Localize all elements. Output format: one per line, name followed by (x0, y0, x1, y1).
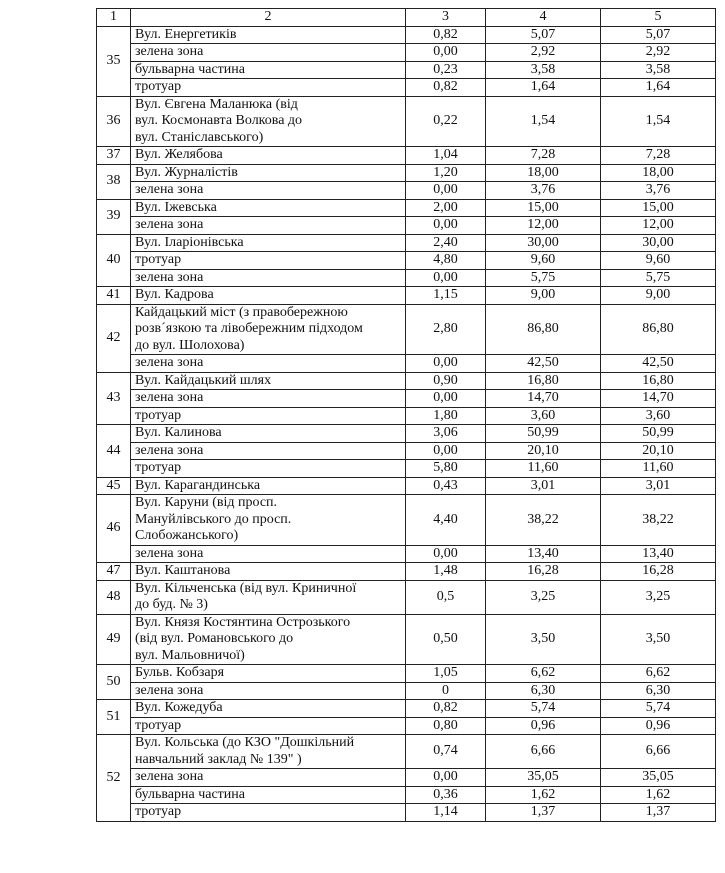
table-row (97, 355, 716, 373)
street-name-cell (131, 425, 406, 443)
value-c4: 6,62 (486, 665, 601, 683)
value-c4: 16,28 (486, 563, 601, 581)
value-c4: 3,50 (486, 614, 601, 665)
value-c3: 0,00 (406, 355, 486, 373)
street-name-cell (131, 61, 406, 79)
street-name-cell (131, 477, 406, 495)
value-c4: 9,00 (486, 287, 601, 305)
table-row (97, 252, 716, 270)
street-name-line: вул. Космонавта Волкова до (135, 113, 303, 128)
value-c5: 2,92 (601, 44, 716, 62)
table-row (97, 407, 716, 425)
street-name-line: Вул. Журналістів (135, 164, 238, 180)
street-name-line: Бульв. Кобзаря (135, 665, 225, 680)
street-name-line: зелена зона (135, 217, 204, 232)
street-name-cell (131, 234, 406, 252)
street-name-cell (131, 304, 406, 355)
street-name-cell (131, 217, 406, 235)
table-row (97, 804, 716, 822)
value-c4: 38,22 (486, 495, 601, 546)
street-name-line: тротуар (135, 717, 182, 733)
table-row (97, 287, 716, 305)
value-c4: 5,75 (486, 269, 601, 287)
row-number: 51 (97, 700, 131, 735)
value-c5: 16,80 (601, 372, 716, 390)
street-name-line: навчальний заклад № 139" ) (135, 751, 302, 767)
value-c5: 20,10 (601, 442, 716, 460)
street-name-line: зелена зона (135, 269, 204, 285)
table-row (97, 786, 716, 804)
value-c4: 35,05 (486, 769, 601, 787)
table-row (97, 700, 716, 718)
table-row (97, 769, 716, 787)
table-row (97, 234, 716, 252)
street-name-line: зелена зона (135, 545, 204, 561)
table-row (97, 199, 716, 217)
value-c4: 86,80 (486, 304, 601, 355)
table-row (97, 44, 716, 62)
street-name-line: зелена зона (135, 390, 204, 405)
value-c3: 1,20 (406, 164, 486, 182)
row-number: 48 (97, 580, 131, 614)
row-number: 42 (97, 304, 131, 372)
table-row (97, 147, 716, 165)
value-c4: 3,60 (486, 407, 601, 425)
table-row (97, 495, 716, 546)
value-c5: 38,22 (601, 495, 716, 546)
value-c4: 11,60 (486, 460, 601, 478)
header-cell-4: 4 (486, 9, 601, 27)
street-name-line: Вул. Кожедуба (135, 700, 223, 715)
table-row (97, 182, 716, 200)
street-name-cell (131, 682, 406, 700)
value-c5: 5,75 (601, 269, 716, 287)
street-name-line: бульварна частина (135, 786, 245, 802)
street-name-cell (131, 717, 406, 735)
value-c3: 4,80 (406, 252, 486, 270)
row-number: 41 (97, 287, 131, 305)
street-name-cell (131, 804, 406, 822)
street-name-cell (131, 26, 406, 44)
value-c4: 12,00 (486, 217, 601, 235)
header-cell-1: 1 (97, 9, 131, 27)
street-name-cell (131, 96, 406, 147)
value-c3: 1,48 (406, 563, 486, 581)
table-body (97, 9, 716, 822)
value-c4: 9,60 (486, 252, 601, 270)
value-c4: 1,64 (486, 79, 601, 97)
street-name-line: до вул. Шолохова) (135, 337, 245, 353)
value-c4: 5,07 (486, 26, 601, 44)
value-c5: 5,07 (601, 26, 716, 44)
value-c4: 2,92 (486, 44, 601, 62)
street-name-line: Вул. Карагандинська (135, 477, 261, 493)
street-name-line: Слобожанського) (135, 528, 239, 543)
street-name-cell (131, 252, 406, 270)
value-c3: 1,05 (406, 665, 486, 683)
value-c4: 1,37 (486, 804, 601, 822)
value-c4: 1,62 (486, 786, 601, 804)
street-name-line: Вул. Іжевська (135, 199, 217, 215)
value-c3: 0,80 (406, 717, 486, 735)
value-c5: 35,05 (601, 769, 716, 787)
street-name-cell (131, 269, 406, 287)
row-number: 52 (97, 735, 131, 822)
value-c4: 30,00 (486, 234, 601, 252)
street-name-cell (131, 407, 406, 425)
street-name-cell (131, 390, 406, 408)
value-c5: 30,00 (601, 234, 716, 252)
value-c5: 3,76 (601, 182, 716, 200)
value-c3: 2,00 (406, 199, 486, 217)
value-c3: 4,40 (406, 495, 486, 546)
street-name-line: Вул. Каштанова (135, 563, 231, 578)
street-name-line: тротуар (135, 79, 182, 94)
value-c3: 0,23 (406, 61, 486, 79)
value-c3: 0,36 (406, 786, 486, 804)
value-c5: 14,70 (601, 390, 716, 408)
value-c3: 0,22 (406, 96, 486, 147)
table-row (97, 580, 716, 614)
value-c5: 3,60 (601, 407, 716, 425)
value-c4: 16,80 (486, 372, 601, 390)
value-c5: 6,30 (601, 682, 716, 700)
value-c3: 0,00 (406, 390, 486, 408)
value-c5: 9,60 (601, 252, 716, 270)
table-row (97, 442, 716, 460)
table-row (97, 545, 716, 563)
value-c4: 5,74 (486, 700, 601, 718)
value-c5: 3,01 (601, 477, 716, 495)
value-c4: 20,10 (486, 442, 601, 460)
header-row (97, 9, 716, 27)
value-c5: 1,54 (601, 96, 716, 147)
value-c3: 5,80 (406, 460, 486, 478)
value-c5: 18,00 (601, 164, 716, 182)
street-name-line: Вул. Кадрова (135, 287, 214, 302)
row-number: 49 (97, 614, 131, 665)
table-row (97, 61, 716, 79)
value-c5: 13,40 (601, 545, 716, 563)
table-row (97, 79, 716, 97)
table-row (97, 682, 716, 700)
street-name-cell (131, 372, 406, 390)
value-c4: 3,58 (486, 61, 601, 79)
value-c3: 0,74 (406, 735, 486, 769)
value-c3: 2,80 (406, 304, 486, 355)
street-name-cell (131, 786, 406, 804)
table-row (97, 563, 716, 581)
street-name-line: бульварна частина (135, 61, 245, 77)
value-c3: 0,82 (406, 26, 486, 44)
value-c3: 1,80 (406, 407, 486, 425)
street-name-line: зелена зона (135, 182, 204, 197)
row-number: 36 (97, 96, 131, 147)
table-row (97, 164, 716, 182)
table-row (97, 304, 716, 355)
header-cell-5: 5 (601, 9, 716, 27)
table-row (97, 425, 716, 443)
street-name-line: розв´язкою та лівобережним підходом (135, 321, 363, 336)
table-row (97, 735, 716, 769)
value-c5: 3,50 (601, 614, 716, 665)
street-name-line: Вул. Желябова (135, 147, 223, 162)
street-name-cell (131, 79, 406, 97)
row-number: 44 (97, 425, 131, 478)
value-c4: 7,28 (486, 147, 601, 165)
value-c5: 1,37 (601, 804, 716, 822)
value-c4: 3,01 (486, 477, 601, 495)
table-row (97, 477, 716, 495)
street-name-line: зелена зона (135, 44, 204, 59)
street-name-line: зелена зона (135, 769, 204, 784)
value-c3: 0,00 (406, 44, 486, 62)
value-c3: 0,5 (406, 580, 486, 614)
street-name-line: Вул. Каруни (від просп. (135, 495, 278, 510)
row-number: 39 (97, 199, 131, 234)
table-row (97, 217, 716, 235)
value-c3: 3,06 (406, 425, 486, 443)
street-name-line: Вул. Енергетиків (135, 26, 237, 42)
value-c3: 0,00 (406, 269, 486, 287)
street-name-line: вул. Станіславського) (135, 129, 264, 145)
street-name-cell (131, 182, 406, 200)
street-name-line: Вул. Калинова (135, 425, 222, 440)
value-c4: 18,00 (486, 164, 601, 182)
value-c3: 1,04 (406, 147, 486, 165)
value-c5: 15,00 (601, 199, 716, 217)
table-row (97, 372, 716, 390)
street-name-line: Вул. Кайдацький шлях (135, 372, 272, 388)
value-c4: 15,00 (486, 199, 601, 217)
value-c5: 7,28 (601, 147, 716, 165)
table-row (97, 390, 716, 408)
value-c3: 0,50 (406, 614, 486, 665)
value-c3: 0,90 (406, 372, 486, 390)
value-c5: 12,00 (601, 217, 716, 235)
street-name-cell (131, 614, 406, 665)
street-name-cell (131, 442, 406, 460)
value-c5: 9,00 (601, 287, 716, 305)
street-name-cell (131, 460, 406, 478)
value-c3: 0,00 (406, 182, 486, 200)
row-number: 35 (97, 26, 131, 96)
value-c3: 0,00 (406, 217, 486, 235)
street-name-cell (131, 147, 406, 165)
value-c5: 11,60 (601, 460, 716, 478)
street-name-cell (131, 164, 406, 182)
street-name-line: зелена зона (135, 682, 204, 698)
value-c5: 5,74 (601, 700, 716, 718)
street-name-line: вул. Мальовничої) (135, 647, 245, 663)
table-row (97, 614, 716, 665)
value-c4: 1,54 (486, 96, 601, 147)
table-row (97, 460, 716, 478)
street-name-line: Мануйлівського до просп. (135, 511, 292, 527)
value-c5: 3,25 (601, 580, 716, 614)
row-number: 38 (97, 164, 131, 199)
value-c5: 1,62 (601, 786, 716, 804)
street-name-line: зелена зона (135, 442, 204, 458)
row-number: 47 (97, 563, 131, 581)
table-row (97, 26, 716, 44)
value-c4: 14,70 (486, 390, 601, 408)
street-name-line: Вул. Кільченська (від вул. Криничної (135, 580, 357, 596)
value-c3: 1,14 (406, 804, 486, 822)
value-c3: 0,82 (406, 79, 486, 97)
streets-table (96, 8, 716, 822)
value-c4: 3,25 (486, 580, 601, 614)
value-c3: 0,43 (406, 477, 486, 495)
value-c4: 6,30 (486, 682, 601, 700)
street-name-line: Вул. Іларіонівська (135, 234, 244, 250)
row-number: 45 (97, 477, 131, 495)
street-name-line: Кайдацький міст (з правобережною (135, 304, 348, 320)
street-name-line: Вул. Князя Костянтина Острозького (135, 614, 351, 630)
value-c4: 3,76 (486, 182, 601, 200)
value-c4: 6,66 (486, 735, 601, 769)
row-number: 43 (97, 372, 131, 425)
value-c5: 3,58 (601, 61, 716, 79)
value-c3: 0,82 (406, 700, 486, 718)
street-name-cell (131, 545, 406, 563)
document-page (96, 8, 715, 822)
street-name-cell (131, 665, 406, 683)
table-row (97, 96, 716, 147)
value-c4: 13,40 (486, 545, 601, 563)
value-c5: 1,64 (601, 79, 716, 97)
value-c4: 42,50 (486, 355, 601, 373)
header-cell-3: 3 (406, 9, 486, 27)
street-name-line: тротуар (135, 804, 182, 819)
street-name-cell (131, 355, 406, 373)
value-c3: 0,00 (406, 545, 486, 563)
value-c5: 86,80 (601, 304, 716, 355)
street-name-cell (131, 44, 406, 62)
value-c3: 1,15 (406, 287, 486, 305)
value-c5: 16,28 (601, 563, 716, 581)
street-name-line: тротуар (135, 252, 182, 267)
row-number: 46 (97, 495, 131, 563)
street-name-cell (131, 580, 406, 614)
street-name-line: зелена зона (135, 355, 204, 370)
table-row (97, 269, 716, 287)
value-c3: 0 (406, 682, 486, 700)
row-number: 40 (97, 234, 131, 287)
street-name-cell (131, 769, 406, 787)
row-number: 50 (97, 665, 131, 700)
row-number: 37 (97, 147, 131, 165)
value-c3: 2,40 (406, 234, 486, 252)
value-c5: 0,96 (601, 717, 716, 735)
value-c5: 42,50 (601, 355, 716, 373)
table-row (97, 717, 716, 735)
value-c3: 0,00 (406, 442, 486, 460)
value-c4: 50,99 (486, 425, 601, 443)
header-cell-2: 2 (131, 9, 406, 27)
value-c5: 6,66 (601, 735, 716, 769)
street-name-cell (131, 700, 406, 718)
value-c5: 6,62 (601, 665, 716, 683)
street-name-line: (від вул. Романовського до (135, 631, 294, 646)
street-name-line: тротуар (135, 460, 182, 475)
value-c5: 50,99 (601, 425, 716, 443)
street-name-cell (131, 735, 406, 769)
table-row (97, 665, 716, 683)
street-name-cell (131, 199, 406, 217)
street-name-cell (131, 495, 406, 546)
street-name-cell (131, 287, 406, 305)
street-name-line: до буд. № 3) (135, 597, 208, 612)
street-name-line: Вул. Кольська (до КЗО "Дошкільний (135, 735, 355, 750)
street-name-line: тротуар (135, 407, 182, 423)
value-c3: 0,00 (406, 769, 486, 787)
street-name-line: Вул. Євгена Маланюка (від (135, 96, 298, 112)
value-c4: 0,96 (486, 717, 601, 735)
street-name-cell (131, 563, 406, 581)
